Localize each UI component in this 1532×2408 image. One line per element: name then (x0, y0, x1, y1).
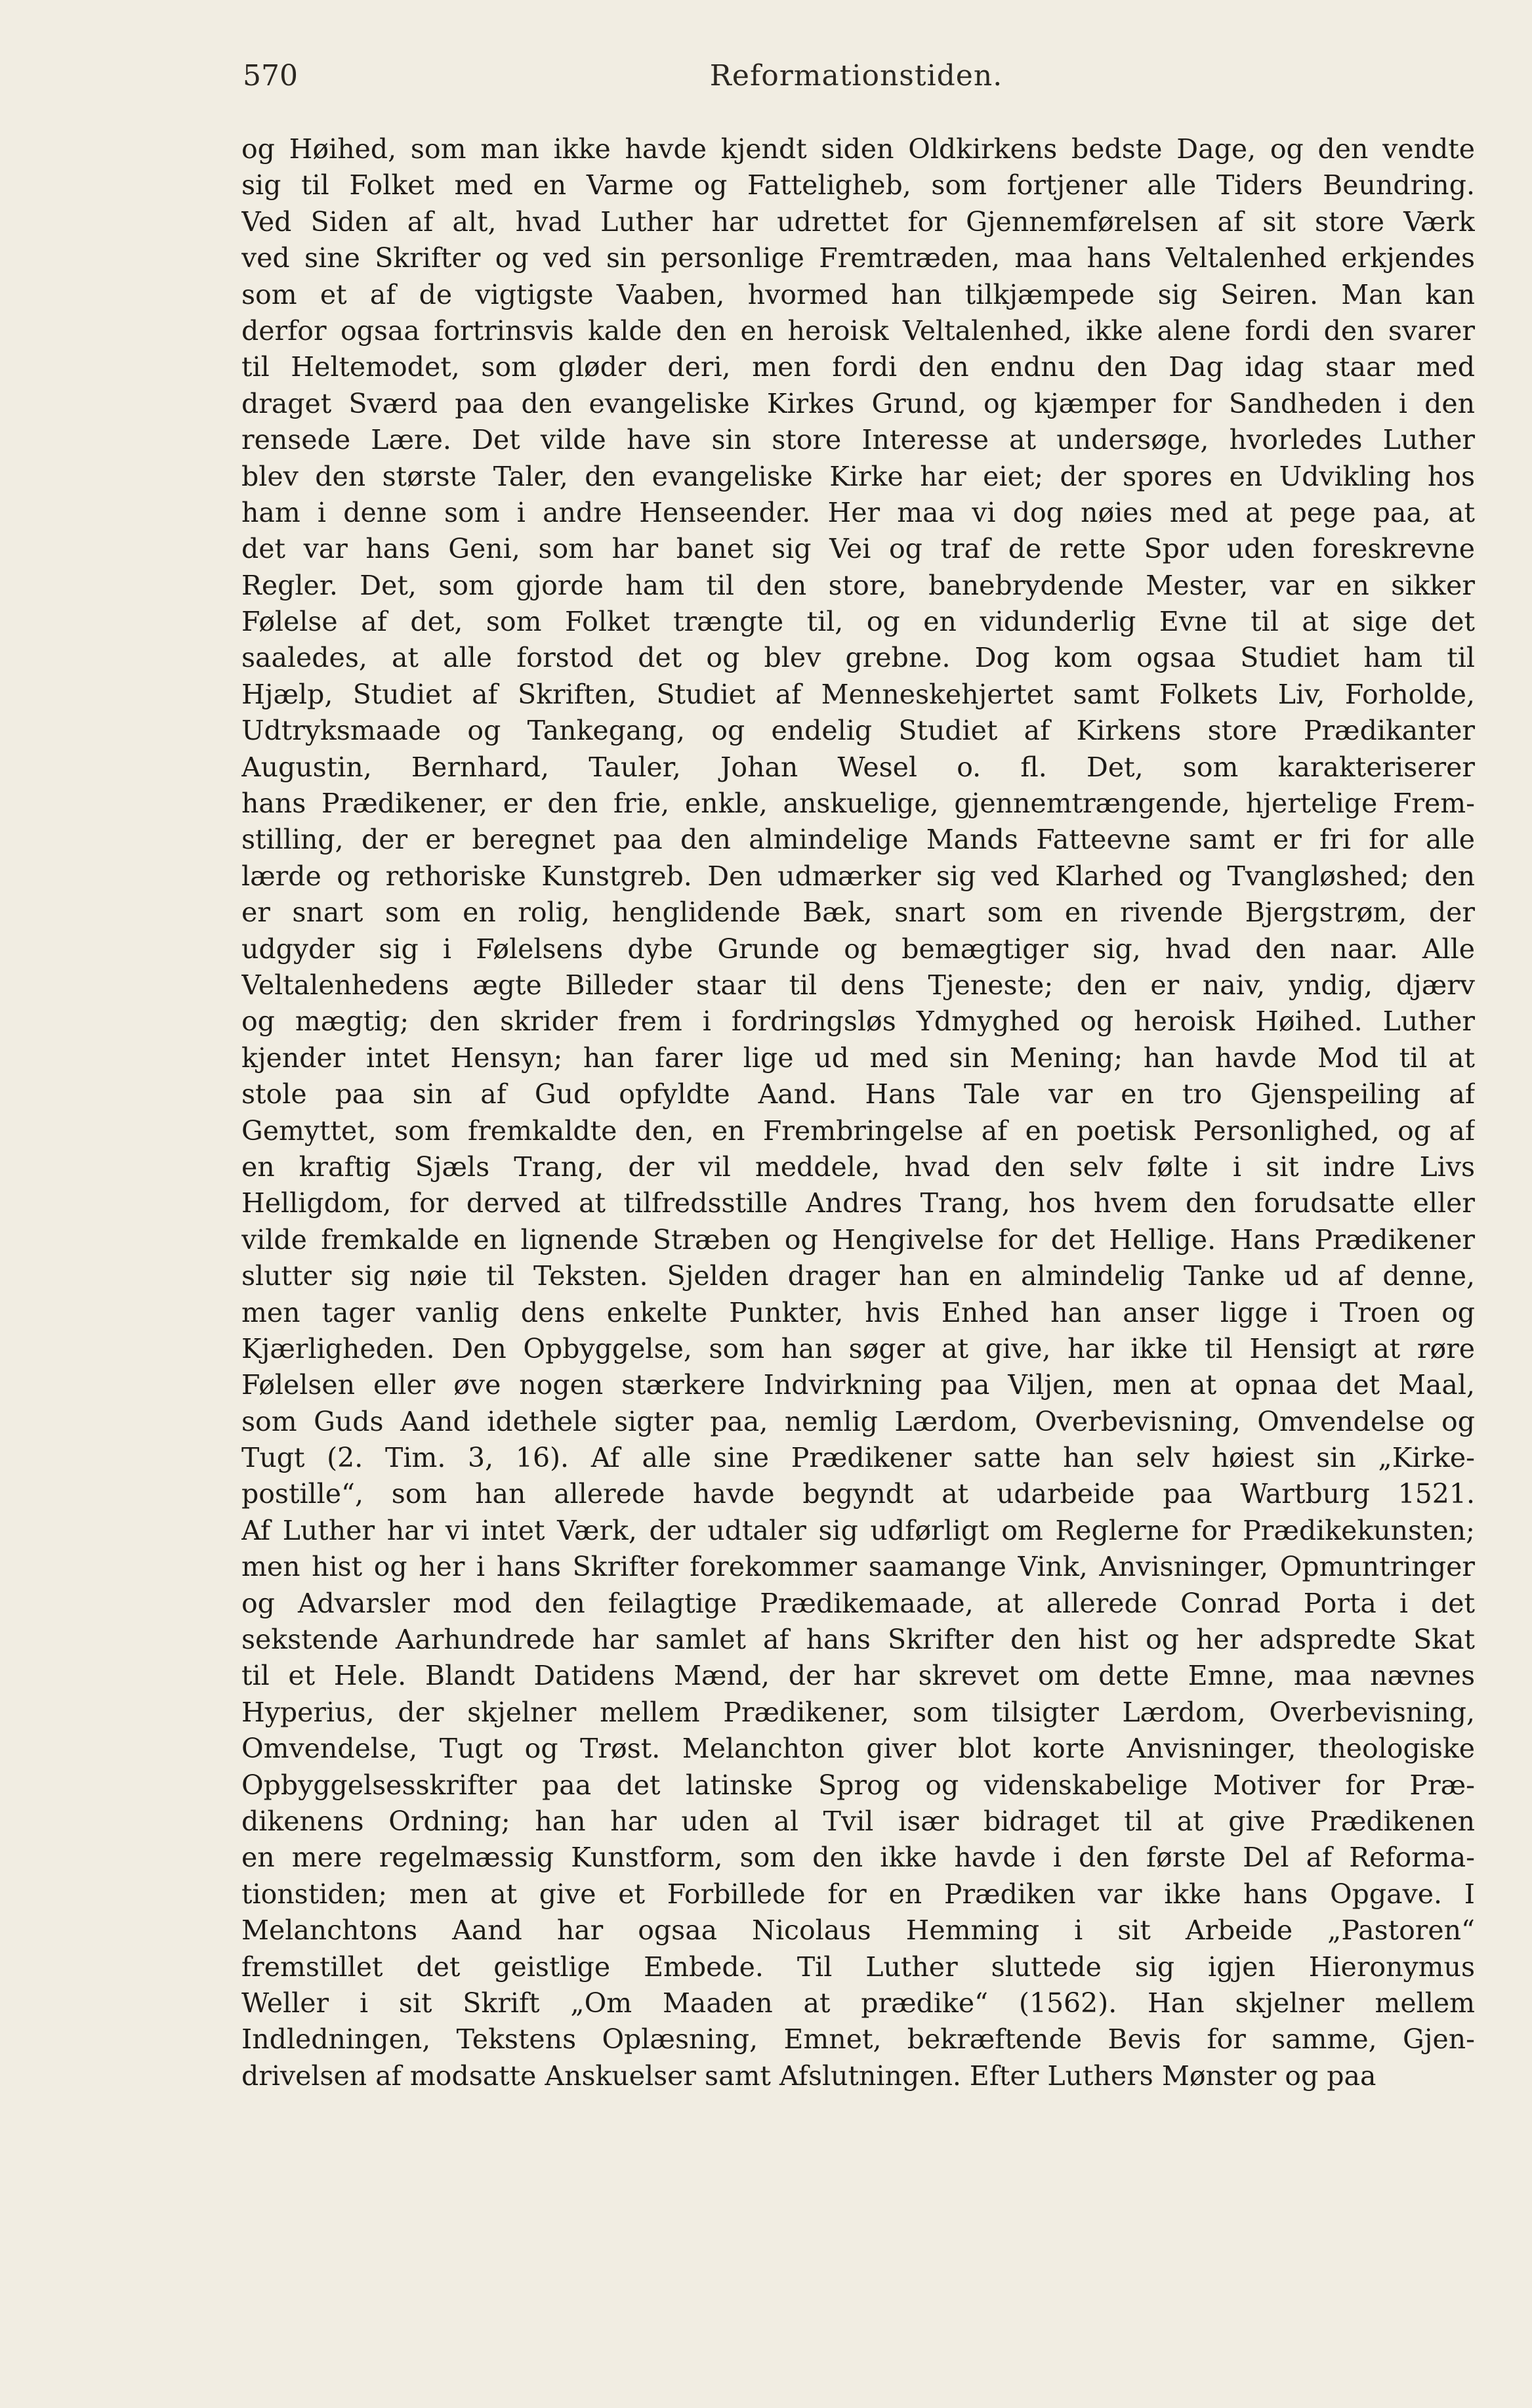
text-line: er snart som en rolig, henglidende Bæk, snart som en rivende Bjergstrøm, der (241, 897, 1475, 929)
text-line: vilde fremkalde en lignende Stræben og Hengivelse for det Hellige. Hans Prædikener (241, 1223, 1475, 1256)
text-line: det var hans Geni, som har banet sig Vei og traf de rette Spor uden foreskrevne (241, 533, 1475, 565)
text-line: blev den største Taler, den evangeliske Kirke har eiet; der spores en Udvikling hos (241, 460, 1475, 492)
text-line: Weller i sit Skrift „Om Maaden at prædike“ (1562). Han skjelner mellem (241, 1987, 1475, 2019)
text-line: en kraftig Sjæls Trang, der vil meddele, hvad den selv følte i sit indre Livs (241, 1151, 1475, 1183)
text-line: som et af de vigtigste Vaaben, hvormed han tilkjæmpede sig Seiren. Man kan (241, 278, 1475, 310)
text-line: Veltalenhedens ægte Billeder staar til dens Tjeneste; den er naiv, yndig, djærv (241, 969, 1475, 1001)
text-line: til Heltemodet, som gløder deri, men fordi den endnu den Dag idag staar med (241, 351, 1475, 383)
body-text (241, 131, 1475, 2094)
text-line: fremstillet det geistlige Embede. Til Luther sluttede sig igjen Hieronymus (241, 1951, 1475, 1983)
text-line: Følelse af det, som Folket trængte til, og en vidunderlig Evne til at sige det (241, 606, 1475, 638)
text-line: dikenens Ordning; han har uden al Tvil især bidraget til at give Prædikenen (241, 1805, 1475, 1837)
running-head (243, 56, 1470, 96)
text-line: lærde og rethoriske Kunstgreb. Den udmærker sig ved Klarhed og Tvangløshed; den (241, 860, 1475, 892)
text-line: sig til Folket med en Varme og Fatteligheb, som fortjener alle Tiders Beundring. (241, 169, 1475, 201)
text-line: men tager vanlig dens enkelte Punkter, hvis Enhed han anser ligge i Troen og (241, 1296, 1475, 1328)
text-line: og Advarsler mod den feilagtige Prædikemaade, at allerede Conrad Porta i det (241, 1587, 1475, 1619)
text-line: saaledes, at alle forstod det og blev grebne. Dog kom ogsaa Studiet ham til (241, 642, 1475, 674)
text-line: og Høihed, som man ikke havde kjendt siden Oldkirkens bedste Dage, og den vendte (241, 133, 1475, 165)
text-line: Helligdom, for derved at tilfredsstille Andres Trang, hos hvem den forudsatte eller (241, 1187, 1475, 1219)
text-line: derfor ogsaa fortrinsvis kalde den en heroisk Veltalenhed, ikke alene fordi den svarer (241, 314, 1475, 347)
text-line: kjender intet Hensyn; han farer lige ud med sin Mening; han havde Mod til at (241, 1042, 1475, 1074)
text-line: Følelsen eller øve nogen stærkere Indvirkning paa Viljen, men at opnaa det Maal, (241, 1369, 1475, 1401)
text-line: Ved Siden af alt, hvad Luther har udrettet for Gjennemførelsen af sit store Værk (241, 205, 1475, 238)
text-line: Kjærligheden. Den Opbyggelse, som han søger at give, har ikke til Hensigt at røre (241, 1332, 1475, 1364)
text-line: som Guds Aand idethele sigter paa, nemlig Lærdom, Overbevisning, Omvendelse og (241, 1405, 1475, 1437)
text-line: men hist og her i hans Skrifter forekommer saamange Vink, Anvisninger, Opmuntringer (241, 1551, 1475, 1583)
text-line: Indledningen, Tekstens Oplæsning, Emnet, bekræftende Bevis for samme, Gjen- (241, 2023, 1475, 2056)
text-line: sekstende Aarhundrede har samlet af hans Skrifter den hist og her adspredte Skat (241, 1624, 1475, 1656)
text-line: til et Hele. Blandt Datidens Mænd, der har skrevet om dette Emne, maa nævnes (241, 1660, 1475, 1692)
text-line: hans Prædikener, er den frie, enkle, anskuelige, gjennemtrængende, hjertelige Frem- (241, 788, 1475, 820)
text-line: en mere regelmæssig Kunstform, som den ikke havde i den første Del af Reforma- (241, 1842, 1475, 1874)
text-line: tionstiden; men at give et Forbillede for en Prædiken var ikke hans Opgave. I (241, 1878, 1475, 1910)
text-line: Tugt (2. Tim. 3, 16). Af alle sine Prædikener satte han selv høiest sin „Kirke- (241, 1442, 1475, 1474)
text-line: Regler. Det, som gjorde ham til den store, banebrydende Mester, var en sikker (241, 569, 1475, 601)
text-line: ved sine Skrifter og ved sin personlige Fremtræden, maa hans Veltalenhed erkjendes (241, 242, 1475, 274)
page-number: 570 (243, 59, 298, 93)
text-line: Af Luther har vi intet Værk, der udtaler sig udførligt om Reglerne for Prædikekunsten; (241, 1514, 1475, 1546)
text-line: drivelsen af modsatte Anskuelser samt Afslutningen. Efter Luthers Mønster og paa (241, 2059, 1377, 2092)
text-line: stole paa sin af Gud opfyldte Aand. Hans Tale var en tro Gjenspeiling af (241, 1078, 1475, 1110)
text-line: Gemyttet, som fremkaldte den, en Frembringelse af en poetisk Personlighed, og af (241, 1114, 1475, 1147)
text-line: Udtryksmaade og Tankegang, og endelig Studiet af Kirkens store Prædikanter (241, 715, 1475, 747)
text-line: udgyder sig i Følelsens dybe Grunde og bemægtiger sig, hvad den naar. Alle (241, 933, 1475, 965)
text-line: postille“, som han allerede havde begyndt at udarbeide paa Wartburg 1521. (241, 1478, 1475, 1510)
text-line: Hyperius, der skjelner mellem Prædikener, som tilsigter Lærdom, Overbevisning, (241, 1696, 1475, 1728)
text-line: Omvendelse, Tugt og Trøst. Melanchton giver blot korte Anvisninger, theologiske (241, 1733, 1475, 1765)
text-line: rensede Lære. Det vilde have sin store Interesse at undersøge, hvorledes Luther (241, 424, 1475, 456)
text-line: slutter sig nøie til Teksten. Sjelden drager han en almindelig Tanke ud af denne, (241, 1260, 1475, 1292)
running-title: Reformationstiden. (709, 59, 1003, 93)
text-line: ham i denne som i andre Henseender. Her maa vi dog nøies med at pege paa, at (241, 496, 1475, 528)
text-line: Hjælp, Studiet af Skriften, Studiet af Menneskehjertet samt Folkets Liv, Forholde, (241, 678, 1475, 710)
text-line: og mægtig; den skrider frem i fordringsløs Ydmyghed og heroisk Høihed. Luther (241, 1005, 1475, 1038)
text-line: Opbyggelsesskrifter paa det latinske Sprog og videnskabelige Motiver for Præ- (241, 1769, 1475, 1801)
text-line: stilling, der er beregnet paa den almindelige Mands Fatteevne samt er fri for alle (241, 824, 1475, 856)
text-line: draget Sværd paa den evangeliske Kirkes Grund, og kjæmper for Sandheden i den (241, 387, 1475, 419)
text-line: Augustin, Bernhard, Tauler, Johan Wesel o. fl. Det, som karakteriserer (241, 751, 1475, 783)
text-line: Melanchtons Aand har ogsaa Nicolaus Hemming i sit Arbeide „Pastoren“ (241, 1914, 1475, 1947)
